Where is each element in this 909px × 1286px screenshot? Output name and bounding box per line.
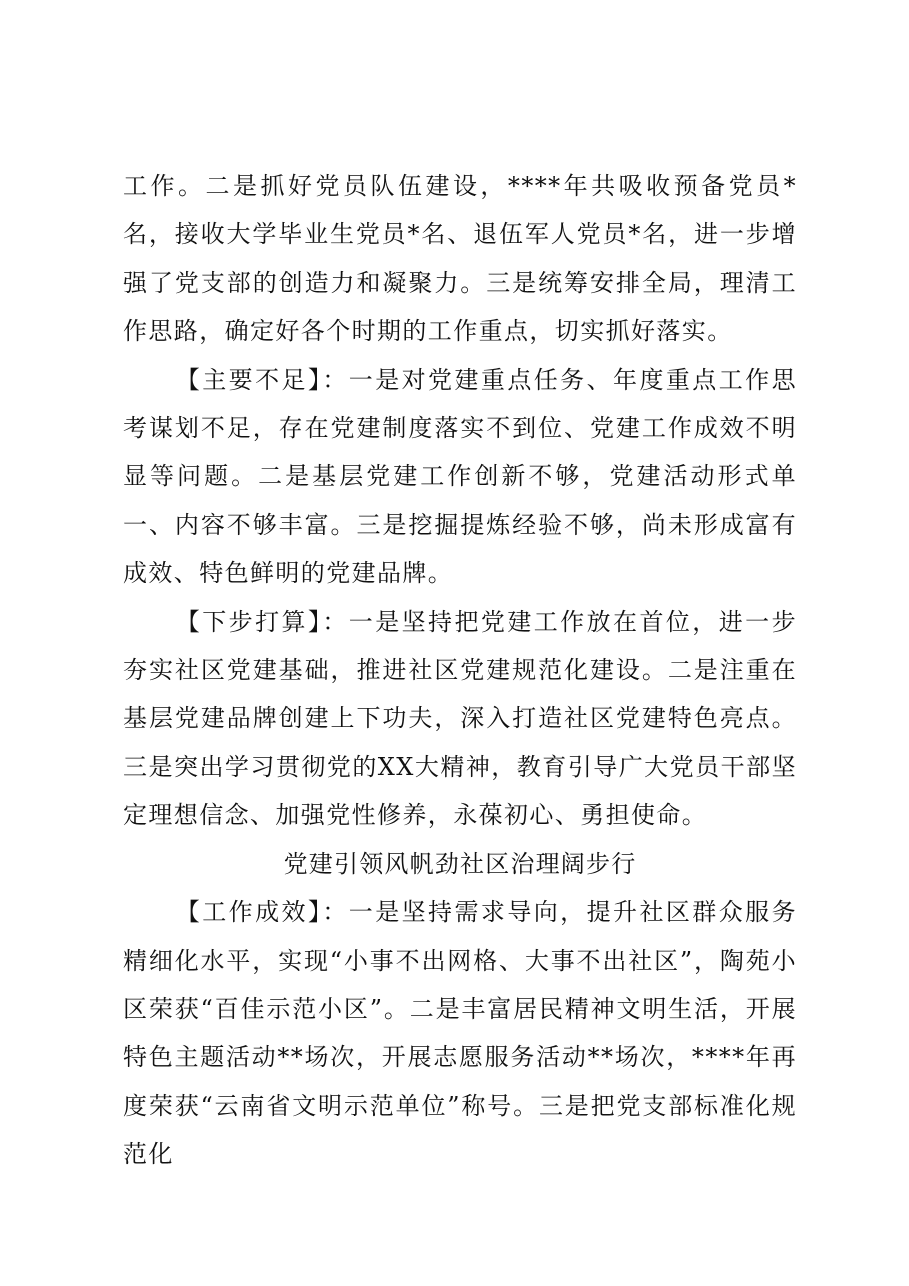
paragraph-next-steps: 【下步打算】：一是坚持把党建工作放在首位，进一步夯实社区党建基础，推进社区党建规范化建设。二是注重在基层党建品牌创建上下功夫，深入打造社区党建特色亮点。三是突出学习贯彻党的XX大精神，教育引导广大党员干部坚定理想信念、加强党性修养，永葆初心、勇担使命。 [123,607,797,830]
paragraph-work-results: 【工作成效】：一是坚持需求导向，提升社区群众服务精细化水平，实现“小事不出网格、大事不出社区”，陶苑小区荣获“百佳示范小区”。二是丰富居民精神文明生活，开展特色主题活动**场次，开展志愿服务活动**场次，****年再度荣获“云南省文明示范单位”称号。三是把党支部标准化规范化 [123,898,797,1169]
paragraph-work-continuation: 工作。二是抓好党员队伍建设，****年共吸收预备党员*名，接收大学毕业生党员*名、退伍军人党员*名，进一步增强了党支部的创造力和凝聚力。三是统筹安排全局，理清工作思路，确定好各个时期的工作重点，切实抓好落实。 [123,172,797,346]
paragraph-main-shortcomings: 【主要不足】：一是对党建重点任务、年度重点工作思考谋划不足，存在党建制度落实不到位、党建工作成效不明显等问题。二是基层党建工作创新不够，党建活动形式单一、内容不够丰富。三是挖掘提炼经验不够，尚未形成富有成效、特色鲜明的党建品牌。 [123,365,797,588]
document-body [123,162,797,1179]
section-heading: 党建引领风帆劲社区治理阔步行 [283,849,637,878]
